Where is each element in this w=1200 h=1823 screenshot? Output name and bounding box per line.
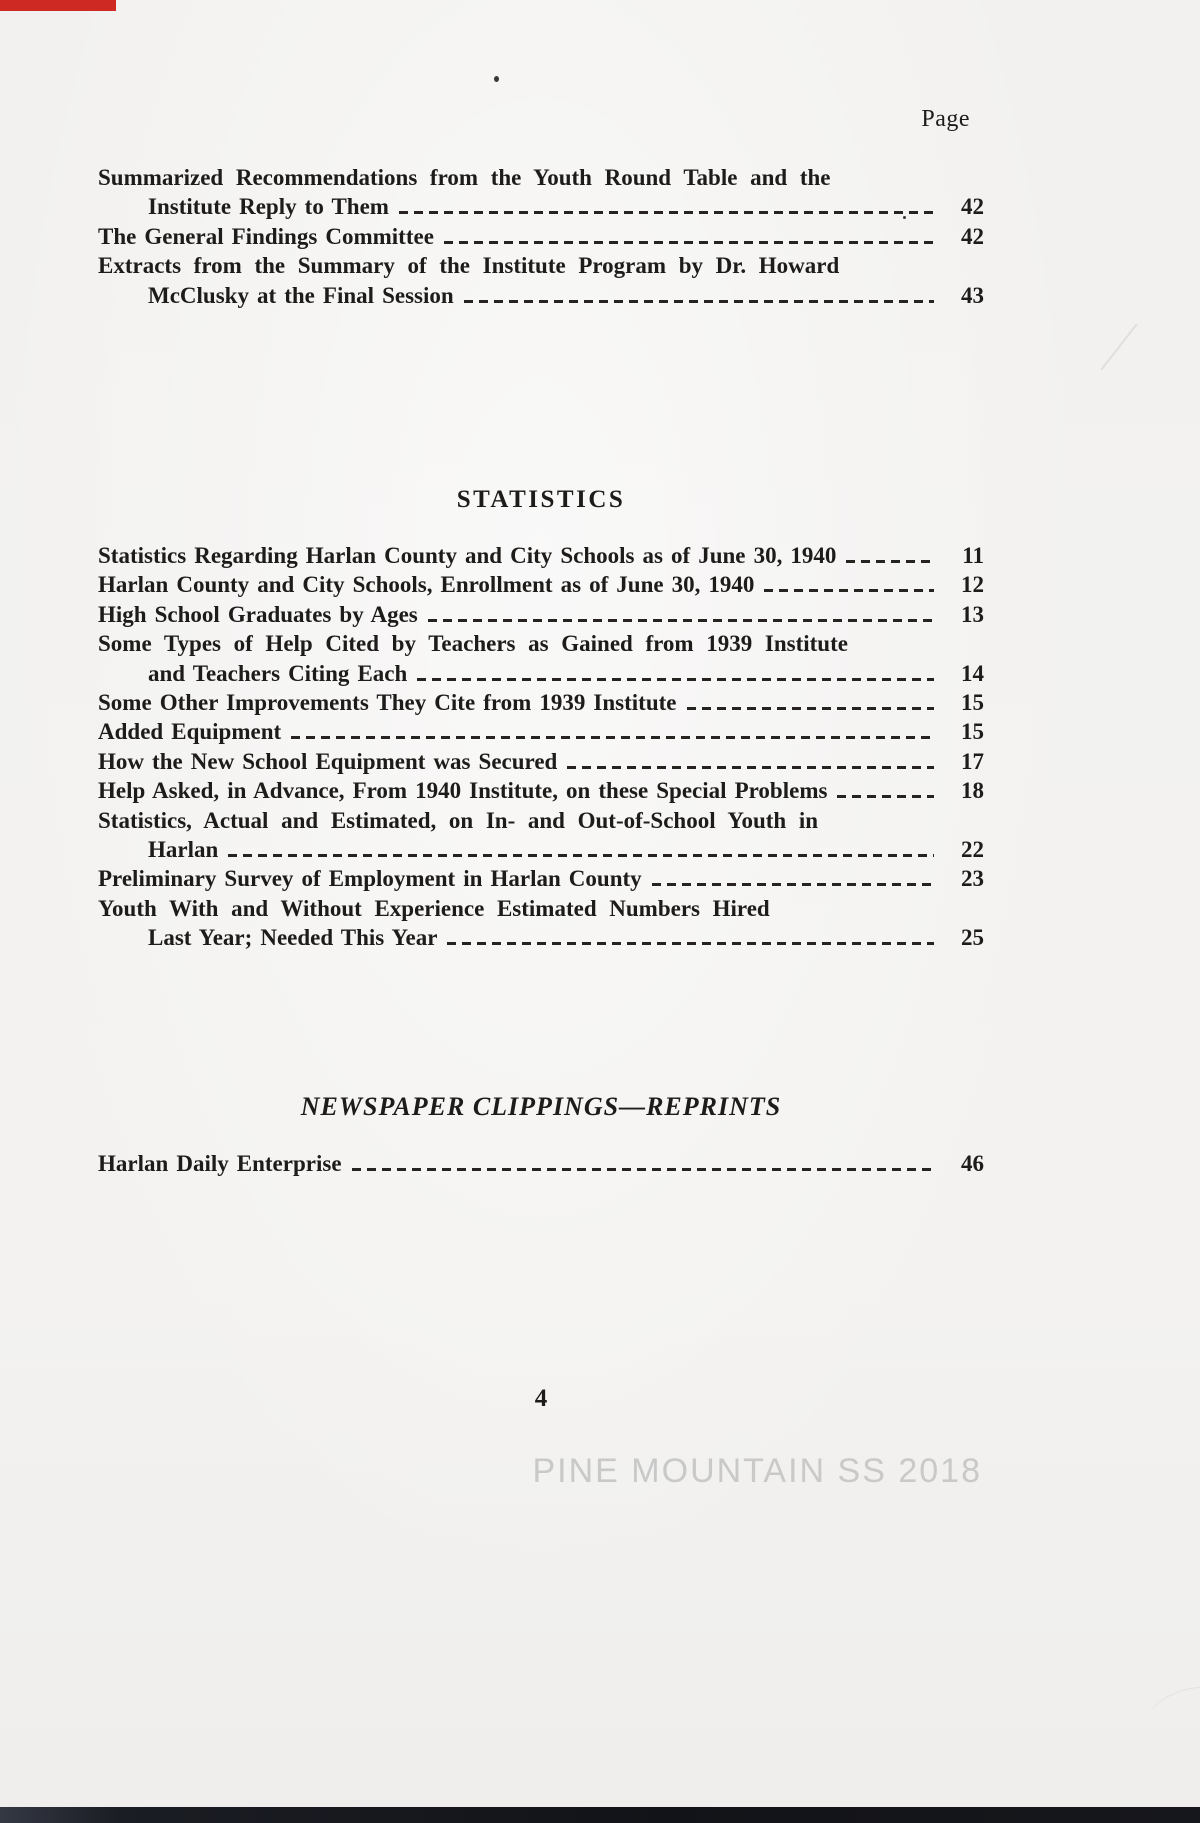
toc-entry-title: McClusky at the Final Session xyxy=(148,282,454,308)
toc-page-number: 22 xyxy=(961,837,984,863)
toc-entry-line xyxy=(98,192,984,221)
statistics-heading: STATISTICS xyxy=(456,486,626,513)
toc-section-statistics xyxy=(98,541,984,953)
toc-entry-line xyxy=(98,222,984,251)
toc-entry-line xyxy=(98,600,984,629)
paper-crease xyxy=(1100,324,1137,371)
toc-entry-line xyxy=(98,659,984,688)
toc-entry-title: Help Asked, in Advance, From 1940 Institute, on these Special Problems xyxy=(98,778,828,804)
toc-entry-title: Statistics Regarding Harlan County and City Schools as of June 30, 1940 xyxy=(98,543,837,568)
page-column-label: Page xyxy=(921,106,970,132)
toc-entry-line xyxy=(98,688,984,717)
toc-page-number: 13 xyxy=(961,601,984,627)
dashed-leader xyxy=(447,942,934,945)
toc-entry-title: Some Types of Help Cited by Teachers as Gained from 1939 Institute xyxy=(98,631,848,657)
toc-entry-title: Youth With and Without Experience Estimated Numbers Hired xyxy=(98,895,770,921)
toc-page-number: 25 xyxy=(961,925,984,951)
dashed-leader xyxy=(567,766,934,769)
paper-crease xyxy=(1147,1680,1200,1730)
toc-page-number: 15 xyxy=(961,690,984,716)
toc-entry-line xyxy=(98,717,984,746)
toc-entry-title: and Teachers Citing Each xyxy=(148,660,408,686)
folio-page-number: 4 xyxy=(534,1385,548,1412)
dashed-leader xyxy=(764,589,934,592)
dashed-leader xyxy=(352,1168,934,1171)
dashed-leader xyxy=(464,300,934,303)
toc-page-number: 12 xyxy=(961,572,984,598)
dashed-leader xyxy=(428,619,934,622)
toc-page-number: 14 xyxy=(961,660,984,686)
newspaper-clippings-heading: NEWSPAPER CLIPPINGS—REPRINTS xyxy=(300,1092,782,1121)
toc-entry-line xyxy=(98,629,984,658)
scan-edge-bottom-band xyxy=(0,1807,1200,1823)
dashed-leader xyxy=(444,241,934,244)
toc-page-number: 42 xyxy=(961,223,984,249)
toc-entry-title: Added Equipment xyxy=(98,719,282,745)
toc-entry-title: Some Other Improvements They Cite from 1939 Institute xyxy=(98,690,677,716)
toc-entry-title: Summarized Recommendations from the Youth Round Table and the xyxy=(98,165,831,190)
toc-page-number: 42 xyxy=(961,194,984,220)
toc-entry-line xyxy=(98,163,984,192)
dashed-leader xyxy=(399,211,934,214)
ink-speck xyxy=(494,76,499,82)
toc-entry-line xyxy=(98,835,984,864)
toc-section-recommendations xyxy=(98,163,984,310)
toc-page-number: 18 xyxy=(961,778,984,804)
toc-entry-title: Preliminary Survey of Employment in Harlan County xyxy=(98,866,642,892)
dashed-leader xyxy=(228,854,934,857)
toc-page-number: 23 xyxy=(961,866,984,892)
scan-edge-red-strip xyxy=(0,0,116,11)
toc-entry-title: Harlan xyxy=(148,837,219,863)
toc-page-number: 15 xyxy=(961,719,984,745)
toc-entry-title: Statistics, Actual and Estimated, on In- and Out-of-School Youth in xyxy=(98,807,819,833)
toc-entry-line xyxy=(98,923,984,952)
archive-watermark: PINE MOUNTAIN SS 2018 xyxy=(532,1452,982,1490)
toc-entry-line xyxy=(98,864,984,893)
toc-entry-line xyxy=(98,747,984,776)
toc-page-number: 43 xyxy=(961,282,984,308)
toc-entry-line xyxy=(98,281,984,310)
toc-entry-line xyxy=(98,894,984,923)
dashed-leader xyxy=(846,560,934,563)
dashed-leader xyxy=(652,883,934,886)
toc-entry-line xyxy=(98,1149,984,1178)
toc-entry-title: The General Findings Committee xyxy=(98,223,434,249)
dashed-leader xyxy=(687,707,935,710)
toc-page-number: 11 xyxy=(962,543,984,568)
toc-entry-title: How the New School Equipment was Secured xyxy=(98,748,558,774)
toc-entry-title: Institute Reply to Them xyxy=(148,194,389,220)
dashed-leader xyxy=(837,795,934,798)
toc-entry-title: Harlan County and City Schools, Enrollment as of June 30, 1940 xyxy=(98,572,755,598)
toc-page-number: 17 xyxy=(961,748,984,774)
toc-page-number: 46 xyxy=(961,1151,984,1176)
toc-entry-line xyxy=(98,570,984,599)
toc-entry-title: High School Graduates by Ages xyxy=(98,601,418,627)
toc-entry-title: Extracts from the Summary of the Institute Program by Dr. Howard xyxy=(98,253,840,279)
toc-entry-title: Last Year; Needed This Year xyxy=(148,925,438,951)
toc-entry-title: Harlan Daily Enterprise xyxy=(98,1151,342,1176)
dashed-leader xyxy=(291,736,934,739)
toc-entry-line xyxy=(98,776,984,805)
toc-entry-line xyxy=(98,251,984,280)
toc-entry-line xyxy=(98,541,984,570)
toc-section-newspaper xyxy=(98,1149,984,1178)
dashed-leader xyxy=(417,678,934,681)
toc-entry-line xyxy=(98,806,984,835)
